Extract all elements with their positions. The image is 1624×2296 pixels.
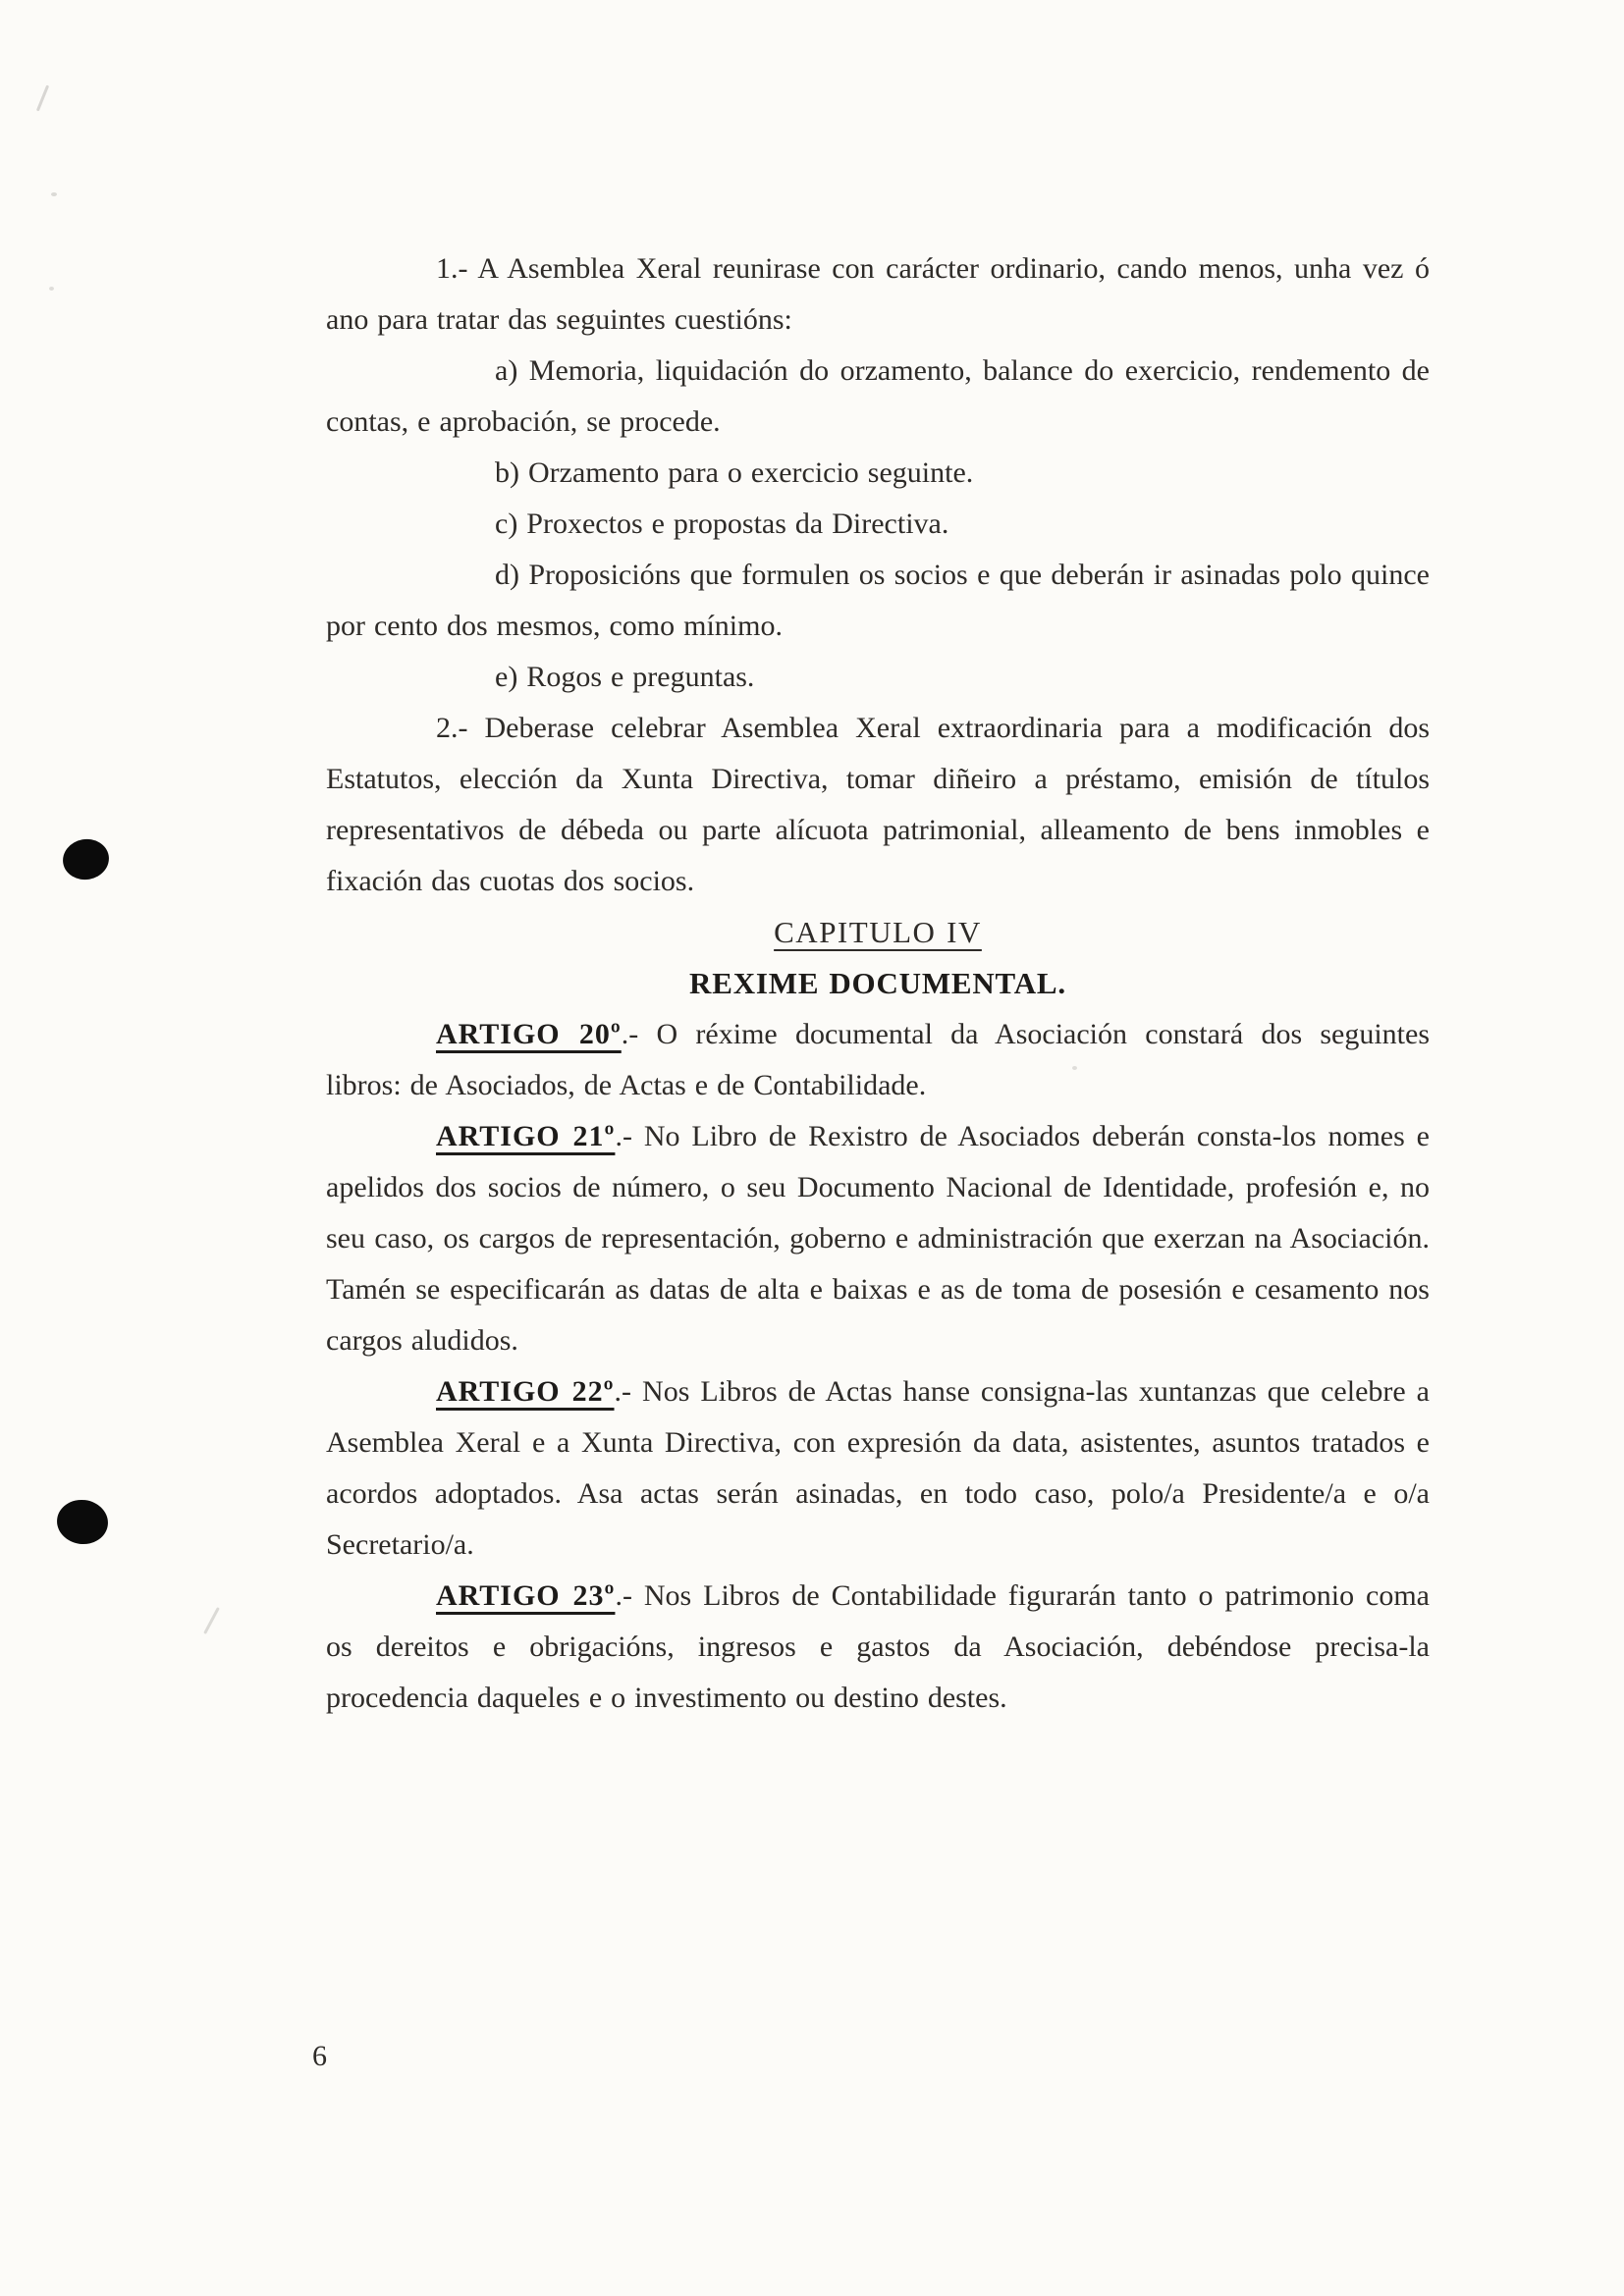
list-item-e: e) Rogos e preguntas. [495,661,755,693]
page-number: 6 [312,2040,327,2072]
scan-artifact [36,84,49,111]
chapter-heading-text: CAPITULO IV [774,915,982,949]
article-23-paragraph [326,1571,1430,1724]
article-22-paragraph [326,1366,1430,1571]
article-21-label: ARTIGO 21º [436,1120,616,1152]
paragraph-1: 1.- A Asemblea Xeral reunirase con carácter ordinario, cando menos, unha vez ó ano para tratar das seguintes cuestións: [326,252,1430,336]
paragraph-2: 2.- Deberase celebrar Asemblea Xeral extraordinaria para a modificación dos Estatutos, elección da Xunta Directiva, tomar diñeiro a préstamo, emisión de títulos representativos de débeda ou parte alícuota patrimonial, alleamento de bens inmobles e fixación das cuotas dos socios. [326,712,1430,897]
article-21-separator: .- [615,1120,632,1152]
article-22-text: Nos Libros de Actas hanse consigna-las xuntanzas que celebre a Asemblea Xeral e a Xunta Directiva, con expresión da data, asistentes, asuntos tratados e acordos adoptados. Asa actas serán asinadas, en todo caso, polo/a Presidente/a e o/a Secretario/a. [326,1375,1430,1561]
list-item-c: c) Proxectos e propostas da Directiva. [495,507,949,540]
article-22-label: ARTIGO 22º [436,1375,615,1408]
article-20-text: O réxime documental da Asociación constará dos seguintes libros: de Asociados, de Actas e de Contabilidade. [326,1018,1431,1101]
list-item-a: a) Memoria, liquidación do orzamento, balance do exercicio, rendemento de contas, e aprobación, se procede. [326,354,1430,438]
list-item-b: b) Orzamento para o exercicio seguinte. [495,456,974,489]
article-20-separator: .- [621,1018,639,1050]
list-item-d: d) Proposicións que formulen os socios e que deberán ir asinadas polo quince por cento dos mesmos, como mínimo. [326,559,1430,642]
article-23-label: ARTIGO 23º [436,1579,616,1612]
chapter-heading [326,907,1430,958]
article-20-paragraph [326,1009,1430,1111]
article-20-label: ARTIGO 20º [436,1018,622,1050]
scan-artifact [49,287,54,291]
article-23-separator: .- [615,1579,632,1612]
article-21-paragraph [326,1111,1430,1366]
hole-punch-top [60,835,112,883]
hole-punch-bottom [54,1497,110,1547]
scan-artifact [51,192,57,196]
article-23-text: Nos Libros de Contabilidade figurarán tanto o patrimonio coma os dereitos e obrigacións, ingresos e gastos da Asociación, debéndose precisa-la procedencia daqueles e o investimento ou destino destes. [326,1579,1430,1714]
document-body [326,243,1430,1724]
article-22-separator: .- [614,1375,632,1408]
article-21-text: No Libro de Rexistro de Asociados deberán consta-los nomes e apelidos dos socios de número, o seu Documento Nacional de Identidade, profesión e, no seu caso, os cargos de representación, goberno e administración que exerzan na Asociación. Tamén se especificarán as datas de alta e baixas e as de toma de posesión e cesamento nos cargos aludidos. [326,1120,1430,1357]
section-title: REXIME DOCUMENTAL. [689,966,1066,1000]
scan-artifact [203,1607,220,1634]
